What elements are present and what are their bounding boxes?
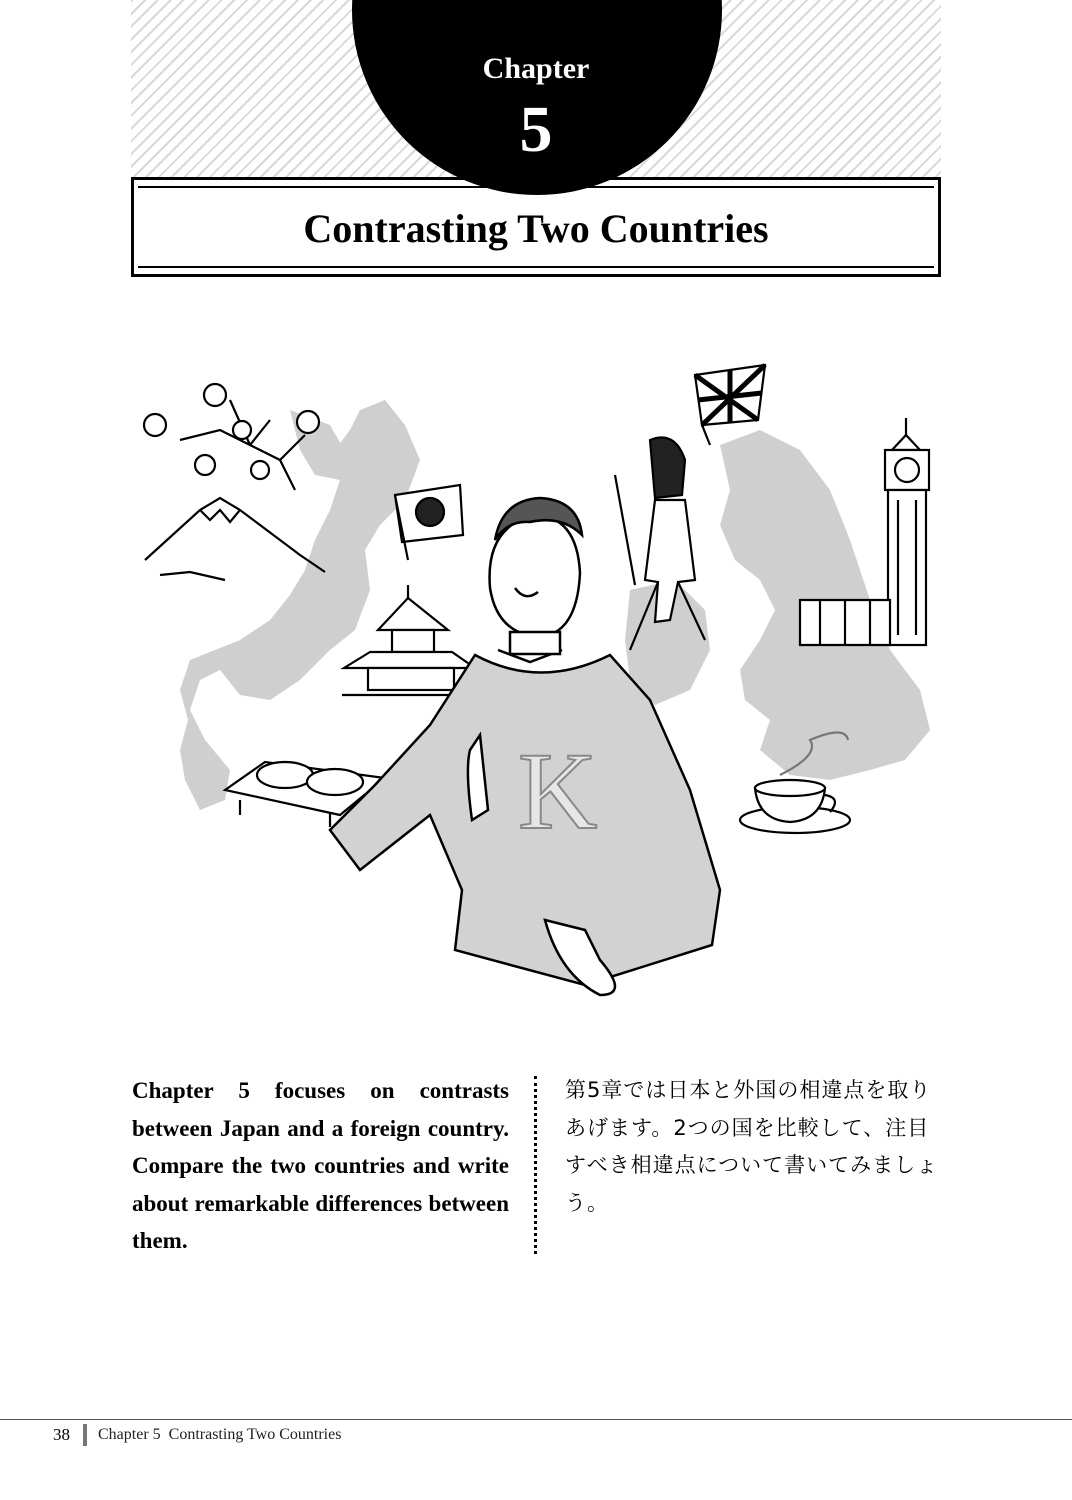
english-description: Chapter 5 focuses on contrasts between Japan and a foreign country. Compare the two countries and write about remarkable differences between them. — [132, 1078, 509, 1253]
page-title: Contrasting Two Countries — [303, 206, 769, 251]
japanese-description: 第5章では日本と外国の相違点を取りあげます。2つの国を比較して、注目すべき相違点について書いてみましょう。 — [565, 1078, 939, 1215]
column-divider — [534, 1076, 537, 1254]
chapter-label: Chapter — [482, 52, 590, 85]
cherry-blossom-icon — [144, 384, 319, 490]
chapter-number: 5 — [519, 93, 553, 166]
japan-flag-icon — [395, 485, 463, 560]
footer-rule — [0, 1419, 1072, 1420]
running-title: Chapter 5 Contrasting Two Countries — [98, 1426, 342, 1443]
sweater-letter: K — [518, 730, 598, 852]
footer-bar — [83, 1424, 87, 1446]
mount-fuji-icon — [145, 498, 325, 580]
chapter-illustration — [130, 350, 942, 1010]
page-number: 38 — [53, 1425, 70, 1444]
japan-map-shape — [180, 400, 420, 810]
